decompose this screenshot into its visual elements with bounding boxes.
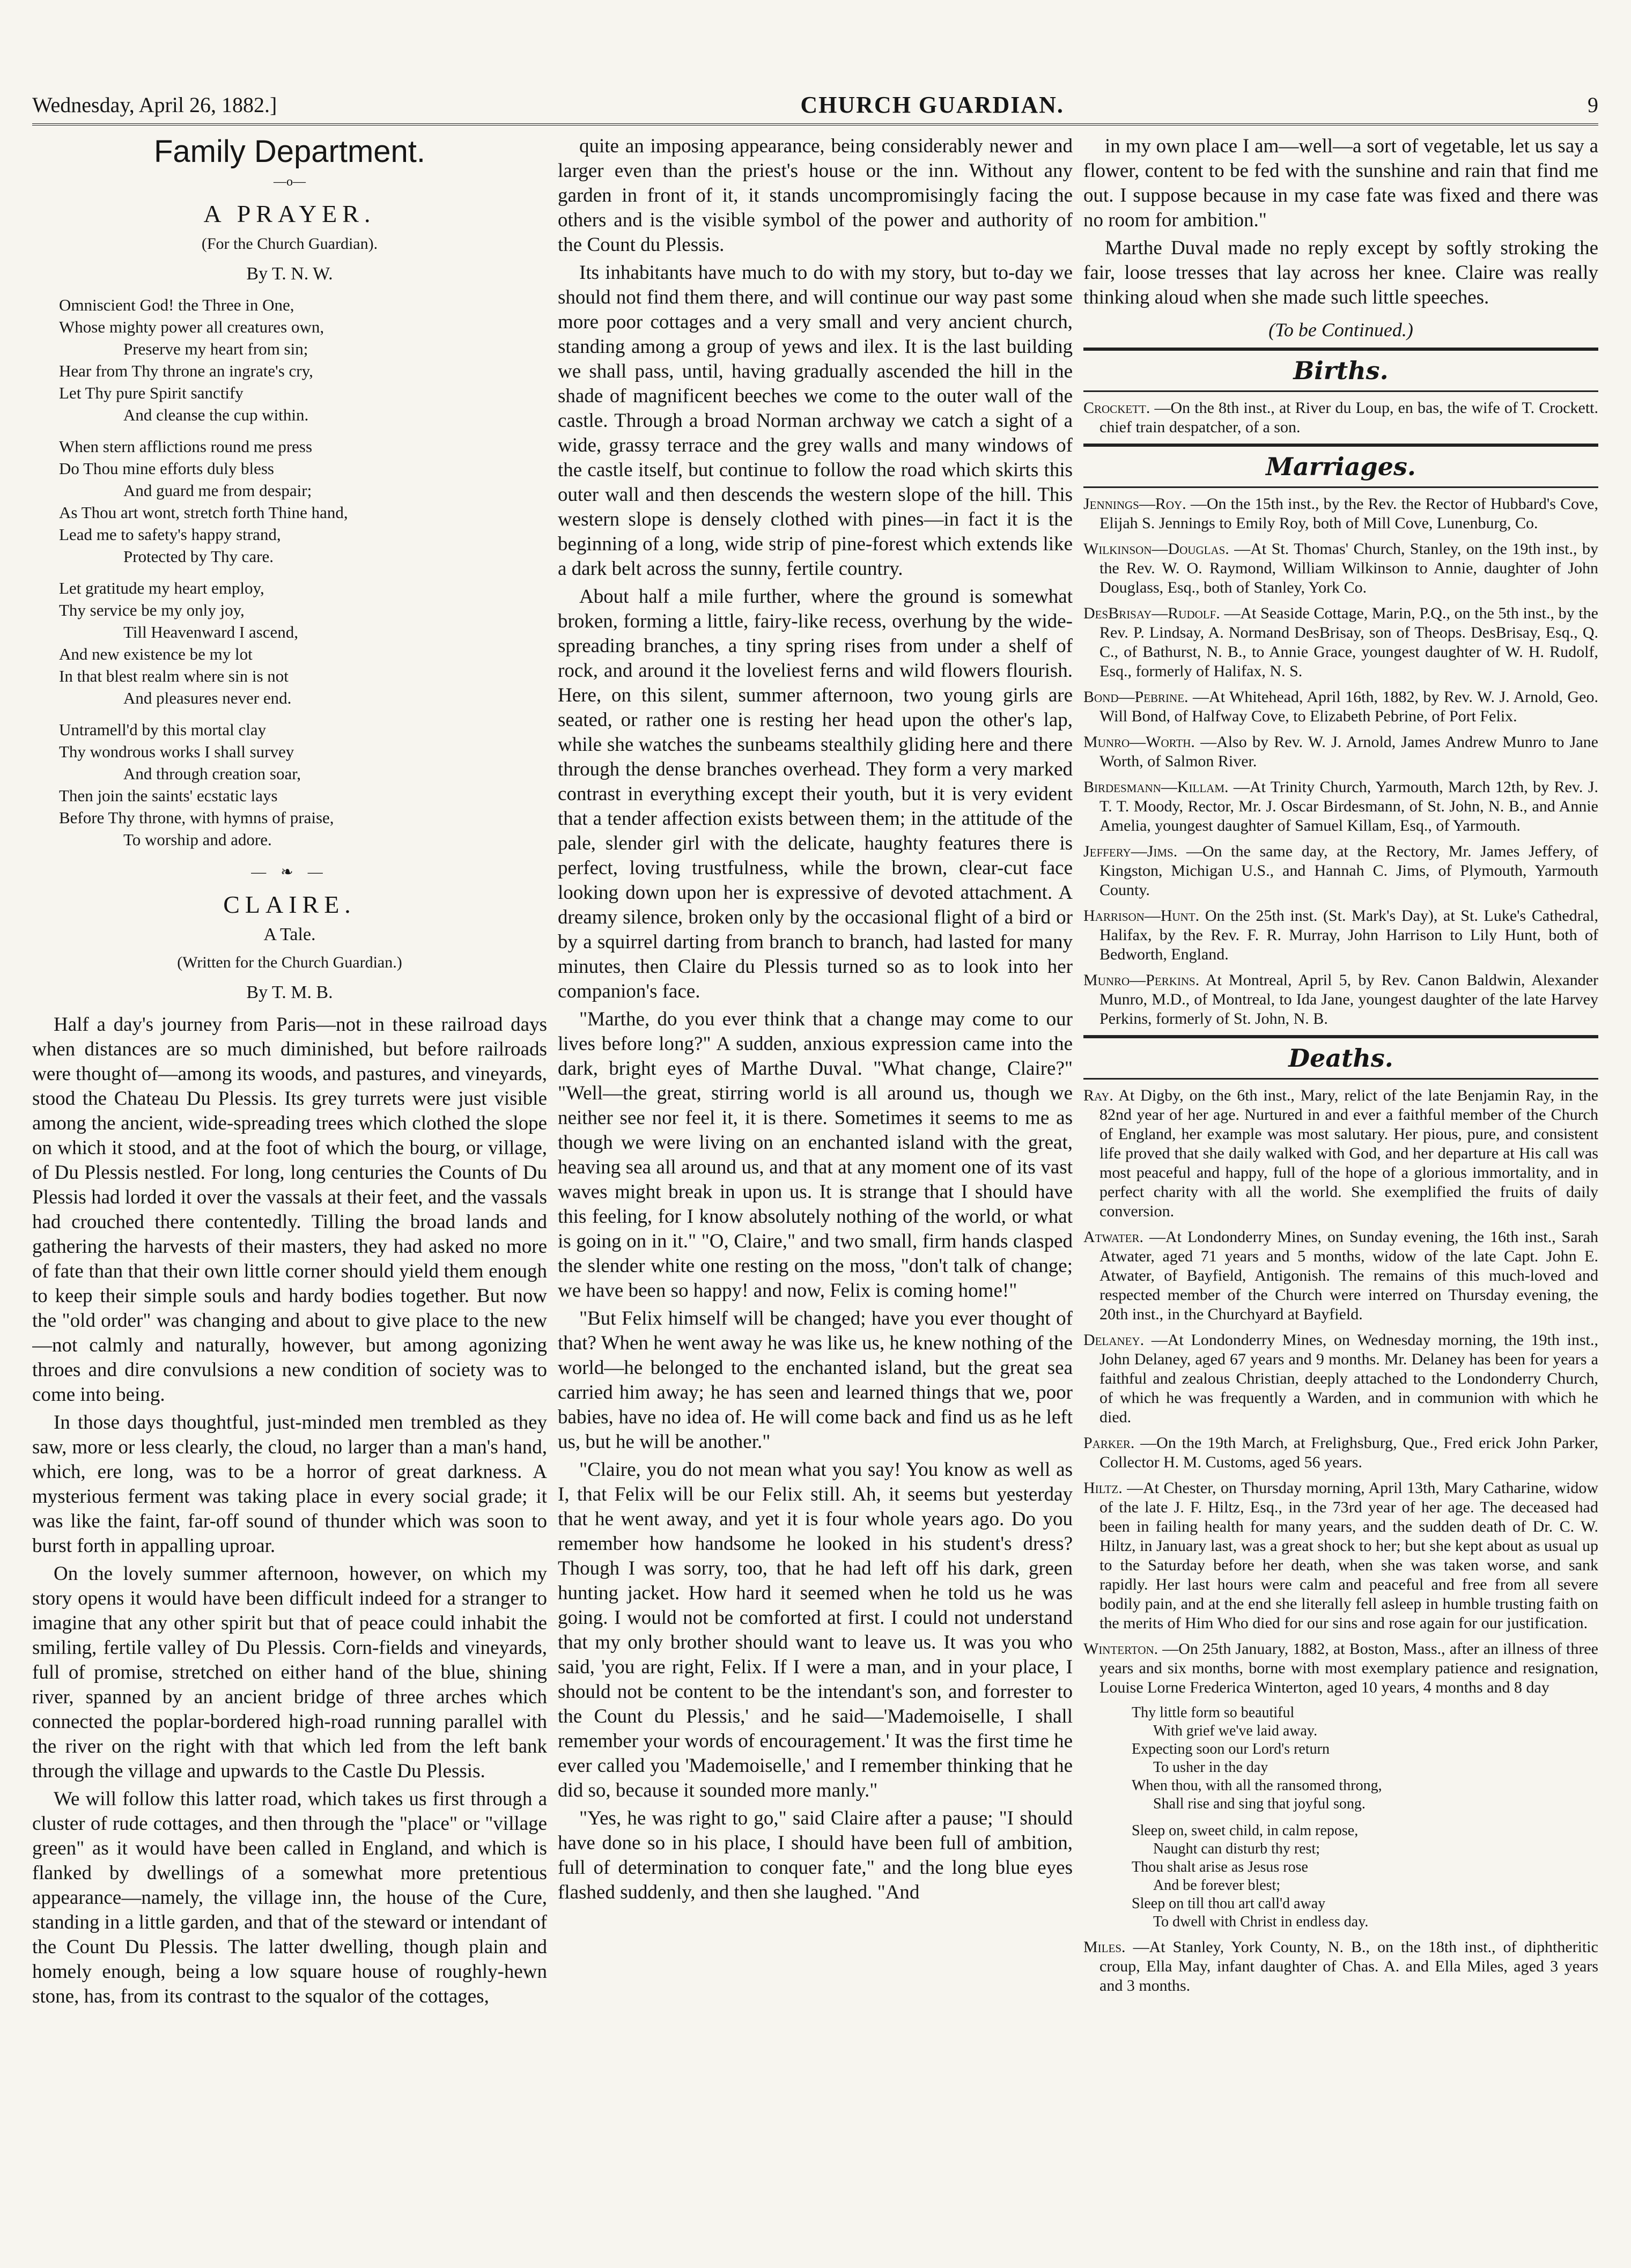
poem-line: Sleep on till thou art call'd away — [1132, 1895, 1326, 1912]
marriages-list — [1083, 494, 1598, 1029]
poem-line: Protected by Thy care. — [123, 547, 274, 566]
notice-name: Munro—Perkins. — [1083, 971, 1200, 989]
notice-entry — [1083, 1331, 1598, 1427]
notice-name: Bond—Pebrine. — [1083, 688, 1189, 706]
notice-entry — [1083, 398, 1598, 437]
story-paragraph: "But Felix himself will be changed; have you ever thought of that? When he went away he was like us, he knew nothing of the world—he belonged to the enchanted island, but the great sea carried him away; he has seen and learned things that we, poor babies, have no idea of. He will come back and find us as he left us, but he will be another." — [558, 1307, 1073, 1453]
story-note: (Written for the Church Guardian.) — [177, 954, 402, 971]
poem-line: When stern afflictions round me press — [59, 437, 313, 456]
poem-line: Let Thy pure Spirit sanctify — [59, 383, 243, 402]
prayer-byline: By T. N. W. — [246, 264, 333, 284]
poem-line: When thou, with all the ransomed throng, — [1132, 1777, 1382, 1794]
prayer-title: A PRAYER. — [203, 200, 376, 227]
notice-entry — [1083, 1086, 1598, 1221]
poem-line: Then join the saints' ecstatic lays — [59, 786, 278, 805]
notice-name: Delaney. — [1083, 1331, 1145, 1349]
notice-entry — [1083, 494, 1598, 533]
notice-text: On the 25th inst. (St. Mark's Day), at St. Luke's Cathedral, Halifax, by the Rev. F. R. Murray, John Harrison to Lily Hunt, both of Bedworth, England. — [1099, 907, 1598, 963]
story-title: CLAIRE. — [223, 891, 356, 918]
poem-line: Lead me to safety's happy strand, — [59, 525, 281, 544]
poem-stanza — [59, 577, 547, 709]
deaths-heading: Deaths. — [1083, 1035, 1598, 1080]
issue-date: Wednesday, April 26, 1882.] — [32, 92, 277, 117]
notice-name: Wilkinson—Douglas. — [1083, 540, 1229, 558]
notice-name: Atwater. — [1083, 1228, 1143, 1246]
notice-name: Winterton. — [1083, 1640, 1158, 1658]
notice-text: —On the 8th inst., at River du Loup, en bas, the wife of T. Crockett. chief train despatcher, of a son. — [1099, 399, 1598, 436]
notice-text: —On the same day, at the Rectory, Mr. James Jeffery, of Kingston, Michigan U.S., and Hannah C. Jims, of Plymouth, Yarmouth County. — [1099, 843, 1598, 899]
notice-entry — [1083, 842, 1598, 900]
poem-line: Thy little form so beautiful — [1132, 1704, 1295, 1721]
deaths-last — [1083, 1938, 1598, 1996]
to-be-continued: (To be Continued.) — [1268, 319, 1413, 341]
page-number: 9 — [1587, 92, 1598, 117]
marriages-heading: Marriages. — [1083, 444, 1598, 488]
story-paragraph: About half a mile further, where the ground is somewhat broken, forming a little, fairy-like recess, overhung by the wide-spreading branches, a tiny spring rises from under a shelf of rock, and around it the loveliest ferns and wild flowers flourish. Here, on this silent, summer afternoon, two young girls are seated, or rather one is resting her head upon the other's lap, while she watches the sunbeams stealthily gliding here and there through the dense branches overhead. They form a very marked contrast in everything except their youth, but it is very evident that a tender affection exists between them; in the attitude of the pale, slender girl with the delicate, haughty features there is perfect, loving trustfulness, while the brown, clear-cut face looking down upon her is expressive of devoted attachment. A dreamy silence, broken only by the occasional flight of a bird or by a squirrel darting from branch to branch, had lasted for many minutes, then Claire du Plessis turned so as to look into her companion's face. — [558, 586, 1073, 1002]
poem-line: To dwell with Christ in endless day. — [1153, 1914, 1369, 1930]
story-paragraph: On the lovely summer afternoon, however, on which my story opens it would have been difficult indeed for a stranger to imagine that any other spirit but that of peace could inhabit the smiling, fertile valley of Du Plessis. Corn-fields and vineyards, full of promise, stretched on either hand of the blue, shining river, spanned by an ancient bridge of three arches which connected the poplar-bordered high-road running parallel with the river on the right with that which led from the left bank through the village and upwards to the Castle Du Plessis. — [32, 1563, 547, 1782]
poem-line: Omniscient God! the Three in One, — [59, 295, 294, 314]
notice-text: —At Londonderry Mines, on Sunday evening, the 16th inst., Sarah Atwater, aged 71 years and 5 months, widow of the late Capt. John E. Atwater, of Bayfield, Antigonish. The remains of this much-loved and respected member of the Church were interred on Thursday evening, the 20th inst., in the Churchyard at Bayfield. — [1099, 1228, 1598, 1323]
column-2 — [558, 134, 1073, 2215]
notice-text: —At Stanley, York County, N. B., on the 18th inst., of diphtheritic croup, Ella May, infant daughter of Chas. A. and Ella Miles, aged 3 years and 3 months. — [1099, 1938, 1598, 1994]
poem-stanza — [59, 294, 547, 426]
notice-text: —At Seaside Cottage, Marin, P.Q., on the 5th inst., by the Rev. P. Lindsay, A. Normand DesBrisay, son of Theops. DesBrisay, Esq., Q. C., of Bathurst, N. B., to Annie Grace, youngest daughter of W. H. Rudolf, Esq., formerly of Halifax, N. S. — [1099, 604, 1598, 680]
section-title: Family Department. — [153, 134, 426, 169]
notice-entry — [1083, 688, 1598, 726]
columns — [32, 134, 1598, 2215]
poem-line: Expecting soon our Lord's return — [1132, 1741, 1330, 1757]
notice-text: —On the 19th March, at Frelighsburg, Que., Fred erick John Parker, Collector H. M. Customs, aged 56 years. — [1099, 1434, 1598, 1471]
story-paragraph: quite an imposing appearance, being considerably newer and larger even than the priest's house or the inn. Without any garden in front of it, it stands uncompromisingly facing the others and is the visible symbol of the power and authority of the Count du Plessis. — [558, 135, 1073, 256]
story-text-col2 — [558, 134, 1073, 1905]
notice-name: DesBrisay—Rudolf. — [1083, 604, 1220, 622]
poem-line: Sleep on, sweet child, in calm repose, — [1132, 1822, 1359, 1839]
notice-text: At Montreal, April 5, by Rev. Canon Baldwin, Alexander Munro, M.D., of Montreal, to Ida Jane, youngest daughter of the late Harvey Perkins, formerly of St. John, N. B. — [1099, 971, 1598, 1028]
notice-name: Miles. — [1083, 1938, 1126, 1956]
poem-line: And new existence be my lot — [59, 645, 253, 663]
poem-line: And be forever blest; — [1153, 1877, 1281, 1894]
poem-line: Thy wondrous works I shall survey — [59, 742, 294, 761]
story-paragraph: We will follow this latter road, which takes us first through a cluster of rude cottages, and then through the "place" or "village green" as it would have been called in England, and which is flanked by dwellings of a somewhat more pretentious appearance—namely, the village inn, the house of the Cure, standing in a little garden, and that of the steward or intendant of the Count Du Plessis. The latter dwelling, though plain and homely enough, being a low square house of roughly-hewn stone, has, from its contrast to the squalor of the cottages, — [32, 1788, 547, 2007]
notice-text: At Digby, on the 6th inst., Mary, relict of the late Benjamin Ray, in the 82nd year of her age. Nurtured in and ever a faithful member of the Church of England, her example was most salutary. Her pious, pure, and consistent life proved that she daily walked with God, and her departure at His call was most peaceful and happy, full of the hope of a glorious immortality, and in perfect charity with all the world. She exemplified the fruits of daily conversion. — [1099, 1087, 1598, 1220]
notice-entry — [1083, 733, 1598, 771]
poem-line: Hear from Thy throne an ingrate's cry, — [59, 361, 313, 380]
story-paragraph: "Claire, you do not mean what you say! You know as well as I, that Felix will be our Felix still. Ah, it seems but yesterday that he went away, and yet it is four whole years ago. Do you remember how handsome he looked in his student's dress? Though I was sorry, too, that he had left off his dark, green hunting jacket. How hard it seemed when he told us he was going. I would not be comforted at first. I could not understand that my only brother should want to leave us. It was you who said, 'you are right, Felix. If I were a man, and in your place, I should not be content to be the intendant's son, and forrester to the Count du Plessis,' and he said—'Mademoiselle, I shall remember your words of encouragement.' It was the first time he ever called you 'Mademoiselle,' and I remember thinking that he did so, because it sounded more manly." — [558, 1459, 1073, 1801]
section-divider: —o— — [274, 175, 306, 189]
notice-text: —At Londonderry Mines, on Wednesday morning, the 19th inst., John Delaney, aged 67 years and 9 months. Mr. Delaney has been for years a faithful and zealous Christian, deeply attached to the Londonderry Church, of which he was frequently a Warden, and in communion with which he died. — [1099, 1331, 1598, 1426]
ornament-divider: — ❧ — — [251, 864, 328, 881]
poem-line: As Thou art wont, stretch forth Thine hand, — [59, 503, 348, 522]
story-byline: By T. M. B. — [246, 982, 333, 1002]
notice-entry — [1083, 540, 1598, 597]
notice-text: —At Whitehead, April 16th, 1882, by Rev. W. J. Arnold, Geo. Will Bond, of Halfway Cove, to Elizabeth Pebrine, of Port Felix. — [1099, 688, 1598, 725]
poem-line: And pleasures never end. — [123, 689, 292, 707]
notice-entry — [1083, 1479, 1598, 1633]
poem-line: To worship and adore. — [123, 830, 272, 849]
notice-entry — [1083, 778, 1598, 836]
story-paragraph: Marthe Duval made no reply except by softly stroking the fair, loose tresses that lay across her knee. Claire was really thinking aloud when she made such little speeches. — [1083, 237, 1598, 308]
prayer-poem — [59, 294, 547, 851]
notice-name: Hiltz. — [1083, 1479, 1123, 1497]
births-heading: Births. — [1083, 348, 1598, 392]
births-list — [1083, 398, 1598, 437]
deaths-list — [1083, 1086, 1598, 1697]
column-3 — [1083, 134, 1598, 2215]
prayer-note: (For the Church Guardian). — [201, 235, 378, 253]
poem-line: Before Thy throne, with hymns of praise, — [59, 808, 334, 827]
notice-name: Ray. — [1083, 1087, 1113, 1104]
notice-name: Jeffery—Jims. — [1083, 843, 1178, 860]
notice-entry — [1083, 1434, 1598, 1472]
poem-line: Thou shalt arise as Jesus rose — [1132, 1859, 1308, 1875]
poem-line: In that blest realm where sin is not — [59, 667, 289, 685]
poem-line: And cleanse the cup within. — [123, 405, 309, 424]
notice-text: —At Chester, on Thursday morning, April 13th, Mary Catharine, widow of the late J. F. Hiltz, Esq., in the 73rd year of her age. The deceased had been in failing health for many years, and the sudden death of Dr. C. W. Hiltz, in January last, was a great shock to her; but she kept about as usual up to the Saturday before her death, when she was taken worse, and sank rapidly. Her last hours were calm and peaceful and free from all severe bodily pain, and at the end she literally fell asleep in humble trusting faith on the merits of Him Who died for our sins and rose again for our justification. — [1099, 1479, 1598, 1632]
poem-stanza — [59, 435, 547, 567]
story-paragraph: In those days thoughtful, just-minded men trembled as they saw, more or less clearly, the cloud, no larger than a man's hand, which, ere long, was to be a horror of great darkness. A mysterious ferment was taking place in every social grade; it was like the faint, far-off sound of thunder which was soon to burst forth in appalling uproar. — [32, 1412, 547, 1557]
notice-name: Harrison—Hunt. — [1083, 907, 1200, 925]
poem-line: And guard me from despair; — [123, 481, 312, 500]
newspaper-title: CHURCH GUARDIAN. — [800, 91, 1064, 118]
poem-line: To usher in the day — [1153, 1759, 1268, 1776]
story-paragraph: Half a day's journey from Paris—not in these railroad days when distances are so much diminished, but before railroads were thought of—among its woods, and pastures, and vineyards, stood the Chateau Du Plessis. Its grey turrets were just visible among the ancient, wide-spreading trees which clothed the slope on which it stood, and at the foot of which the bourg, or village, of Du Plessis nestled. For long, long centuries the Counts of Du Plessis had lorded it over the vassals at their feet, and the vassals had crouched there contentedly. Tilling the broad lands and gathering the harvests of their masters, they had asked no more of fate than that their own little corner should yield them enough to keep their simple souls and hardy bodies together. But now the "old order" was changing and about to give place to the new—not calmly and naturally, however, but among agonizing throes and dire convulsions a new condition of society was to come into being. — [32, 1014, 547, 1406]
notice-text: —On the 15th inst., by the Rev. the Rector of Hubbard's Cove, Elijah S. Jennings to Emily Roy, both of Mill Cove, Lunenburg, Co. — [1099, 495, 1598, 532]
column-1 — [32, 134, 547, 2215]
poem-line: And through creation soar, — [123, 764, 301, 783]
notice-text: —On 25th January, 1882, at Boston, Mass., after an illness of three years and six months, borne with most exemplary patience and resignation, Louise Lorne Frederica Winterton, aged 10 years, 4 months and 8 day — [1099, 1640, 1598, 1696]
notice-entry — [1083, 604, 1598, 681]
poem-line: Whose mighty power all creatures own, — [59, 317, 324, 336]
notice-name: Birdesmann—Killam. — [1083, 778, 1229, 796]
notice-name: Munro—Worth. — [1083, 733, 1195, 751]
poem-line: Till Heavenward I ascend, — [123, 623, 298, 641]
masthead — [32, 86, 1598, 125]
notice-name: Jennings—Roy. — [1083, 495, 1186, 513]
story-subtitle: A Tale. — [263, 925, 316, 944]
notice-text: —At Trinity Church, Yarmouth, March 12th, by Rev. J. T. T. Moody, Rector, Mr. J. Oscar Birdesmann, of St. John, N. B., and Annie Amelia, youngest daughter of Samuel Killam, Esq., of Yarmouth. — [1099, 778, 1598, 834]
poem-line: Untramell'd by this mortal clay — [59, 720, 267, 739]
poem-line: Thy service be my only joy, — [59, 601, 245, 619]
story-text-col1 — [32, 1013, 547, 2009]
story-paragraph: "Marthe, do you ever think that a change may come to our lives before long?" A sudden, anxious expression came into the dark, bright eyes of Marthe Duval. "What change, Claire?" "Well—the great, stirring world is all around us, though we neither see nor feel it, it is there. Sometimes it seems to me as though we were living on an enchanted island with the great, heaving sea all around us, and that at any moment one of its vast waves might break in upon us. It is strange that I should have this feeling, for I know absolutely nothing of the world, or what is going on in it." "O, Claire," and two small, firm hands clasped the slender white one resting on the moss, "don't talk of change; we have been so happy! and now, Felix is coming home!" — [558, 1008, 1073, 1302]
notice-text: —At St. Thomas' Church, Stanley, on the 19th inst., by the Rev. W. O. Raymond, William Wilkinson to Annie, daughter of John Douglass, Esq., both of Stanley, York Co. — [1099, 540, 1598, 596]
notice-entry — [1083, 971, 1598, 1029]
poem-line: Do Thou mine efforts duly bless — [59, 459, 274, 478]
poem-line: Naught can disturb thy rest; — [1153, 1841, 1320, 1857]
death-poem — [1132, 1704, 1598, 1931]
notice-entry — [1083, 1639, 1598, 1697]
notice-entry — [1083, 906, 1598, 964]
notice-entry — [1083, 1938, 1598, 1996]
notice-name: Crockett. — [1083, 399, 1150, 417]
notice-text: —Also by Rev. W. J. Arnold, James Andrew Munro to Jane Worth, of Salmon River. — [1099, 733, 1598, 770]
poem-line: With grief we've laid away. — [1153, 1723, 1318, 1739]
notice-entry — [1083, 1228, 1598, 1324]
story-text-col3 — [1083, 134, 1598, 310]
notice-name: Parker. — [1083, 1434, 1135, 1452]
poem-line: Let gratitude my heart employ, — [59, 579, 264, 597]
poem-stanza — [59, 719, 547, 851]
story-paragraph: in my own place I am—well—a sort of vegetable, let us say a flower, content to be fed with the sunshine and rain that find me out. I suppose because in my case fate was fixed and there was no room for ambition." — [1083, 135, 1598, 231]
story-paragraph: "Yes, he was right to go," said Claire after a pause; "I should have done so in his place, I should have been full of ambition, full of determination to conquer fate," and the long blue eyes flashed suddenly, and then she laughed. "And — [558, 1807, 1073, 1903]
story-paragraph: Its inhabitants have much to do with my story, but to-day we should not find them there, and will continue our way past some more poor cottages and a very small and very ancient church, standing among a group of yews and ilex. It is the last building we shall pass, until, having gradually ascended the hill in the shade of magnificent beeches we come to the outer wall of the castle. Through a broad Norman archway we catch a sight of a wide, grassy terrace and the grey walls and many windows of the castle itself, but continue to follow the road which skirts this outer wall and then descends the western slope of the hill. This western slope is densely clothed with pines—in fact it is the beginning of a long, wide strip of pine-forest which extends like a dark belt across the sunny, fertile country. — [558, 262, 1073, 580]
poem-line: Preserve my heart from sin; — [123, 339, 308, 358]
poem-line: Shall rise and sing that joyful song. — [1153, 1796, 1366, 1812]
